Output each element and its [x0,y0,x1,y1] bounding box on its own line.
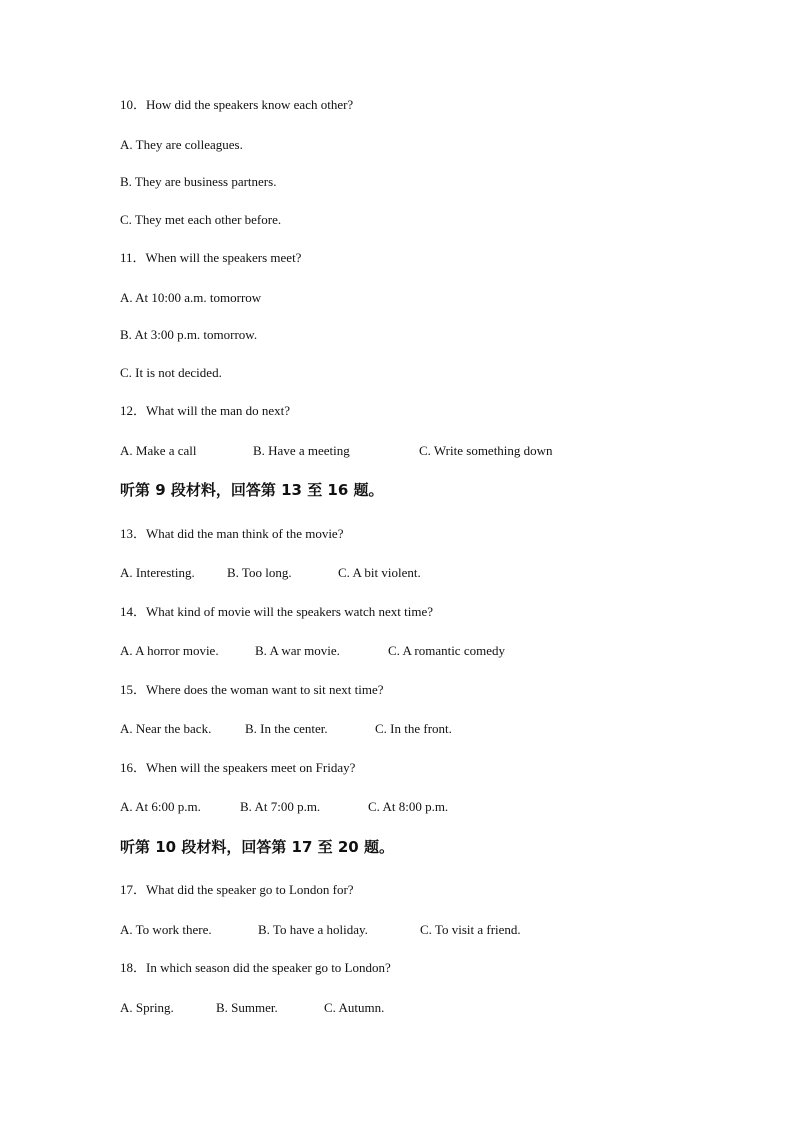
option-10-a: A. They are colleagues. [120,137,243,152]
option-11-a: A. At 10:00 a.m. tomorrow [120,290,262,305]
option-12-b: B. Have a meeting [253,443,350,458]
question-15: 15．Where does the woman want to sit next time? [120,682,384,697]
option-15-c: C. In the front. [375,721,452,736]
option-12-a: A. Make a call [120,443,197,458]
option-17-c: C. To visit a friend. [420,922,521,937]
option-18-a: A. Spring. [120,1000,174,1015]
options-row-12 [120,443,620,459]
option-13-a: A. Interesting. [120,565,195,580]
option-10-b: B. They are business partners. [120,174,277,189]
question-13: 13．What did the man think of the movie? [120,526,344,541]
options-row-13 [120,565,620,581]
question-12: 12．What will the man do next? [120,403,291,418]
option-14-c: C. A romantic comedy [388,643,505,658]
option-16-b: B. At 7:00 p.m. [240,799,321,814]
option-17-b: B. To have a holiday. [258,922,368,937]
options-row-17 [120,922,620,938]
option-10-c: C. They met each other before. [120,212,282,227]
option-16-c: C. At 8:00 p.m. [368,799,449,814]
question-10: 10．How did the speakers know each other? [120,97,354,112]
option-15-a: A. Near the back. [120,721,212,736]
option-11-b: B. At 3:00 p.m. tomorrow. [120,327,258,342]
option-14-b: B. A war movie. [255,643,340,658]
option-12-c: C. Write something down [419,443,553,458]
option-13-c: C. A bit violent. [338,565,421,580]
options-row-16 [120,799,620,815]
question-14: 14．What kind of movie will the speakers watch next time? [120,604,433,619]
question-16: 16．When will the speakers meet on Friday? [120,760,356,775]
option-15-b: B. In the center. [245,721,328,736]
section-10-heading: 听第 10 段材料，回答第 17 至 20 题。 [120,838,394,856]
option-17-a: A. To work there. [120,922,212,937]
option-16-a: A. At 6:00 p.m. [120,799,201,814]
option-11-c: C. It is not decided. [120,365,222,380]
option-13-b: B. Too long. [227,565,292,580]
options-row-15 [120,721,620,737]
question-18: 18．In which season did the speaker go to London? [120,960,391,975]
options-row-14 [120,643,620,659]
question-11: 11．When will the speakers meet? [120,250,302,265]
question-17: 17．What did the speaker go to London for? [120,882,354,897]
options-row-18 [120,1000,620,1016]
option-14-a: A. A horror movie. [120,643,219,658]
option-18-c: C. Autumn. [324,1000,385,1015]
option-18-b: B. Summer. [216,1000,278,1015]
section-9-heading: 听第 9 段材料，回答第 13 至 16 题。 [120,481,384,499]
